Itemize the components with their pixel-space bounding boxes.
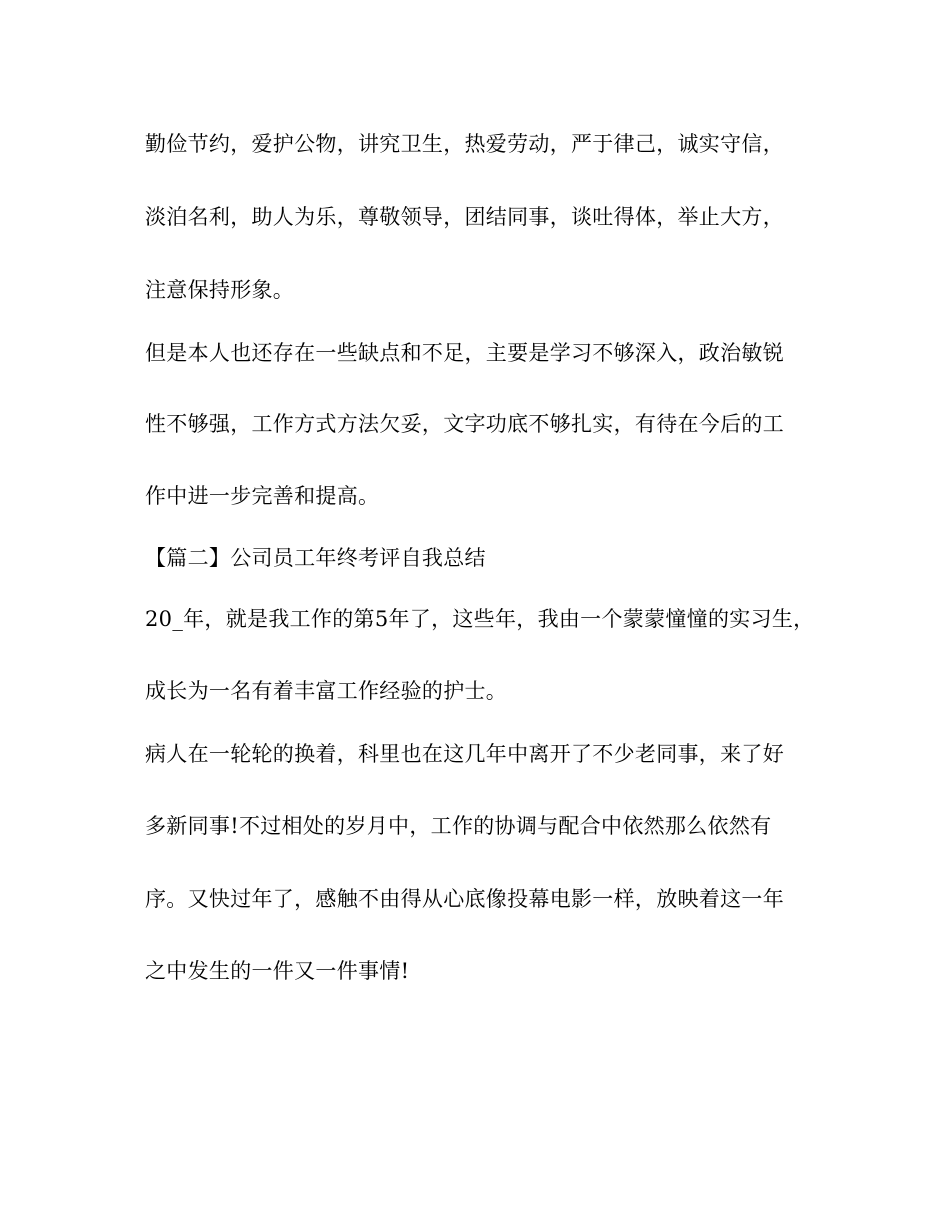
text-line: 淡泊名利，助人为乐，尊敬领导，团结同事，谈吐得体，举止大方， [145,205,784,229]
text-line: 但是本人也还存在一些缺点和不足，主要是学习不够深入，政治敏锐 [145,341,784,365]
text-line: 注意保持形象。 [145,278,295,302]
text-line: 性不够强，工作方式方法欠妥，文字功底不够扎实，有待在今后的工 [145,412,784,436]
text-line: 之中发生的一件又一件事情! [145,959,410,983]
text-line: 成长为一名有着丰富工作经验的护士。 [145,679,508,703]
text-line: 20_年，就是我工作的第5年了，这些年，我由一个蒙蒙憧憧的实习生， [145,607,815,631]
text-line: 序。又快过年了，感触不由得从心底像投幕电影一样，放映着这一年 [145,887,784,911]
text-line: 病人在一轮轮的换着，科里也在这几年中离开了不少老同事，来了好 [145,742,784,766]
section-heading: 【篇二】公司员工年终考评自我总结 [145,546,486,570]
text-line: 多新同事!不过相处的岁月中，工作的协调与配合中依然那么依然有 [145,814,772,838]
text-line: 作中进一步完善和提高。 [145,484,380,508]
text-line: 勤俭节约，爱护公物，讲究卫生，热爱劳动，严于律己，诚实守信， [145,132,784,156]
